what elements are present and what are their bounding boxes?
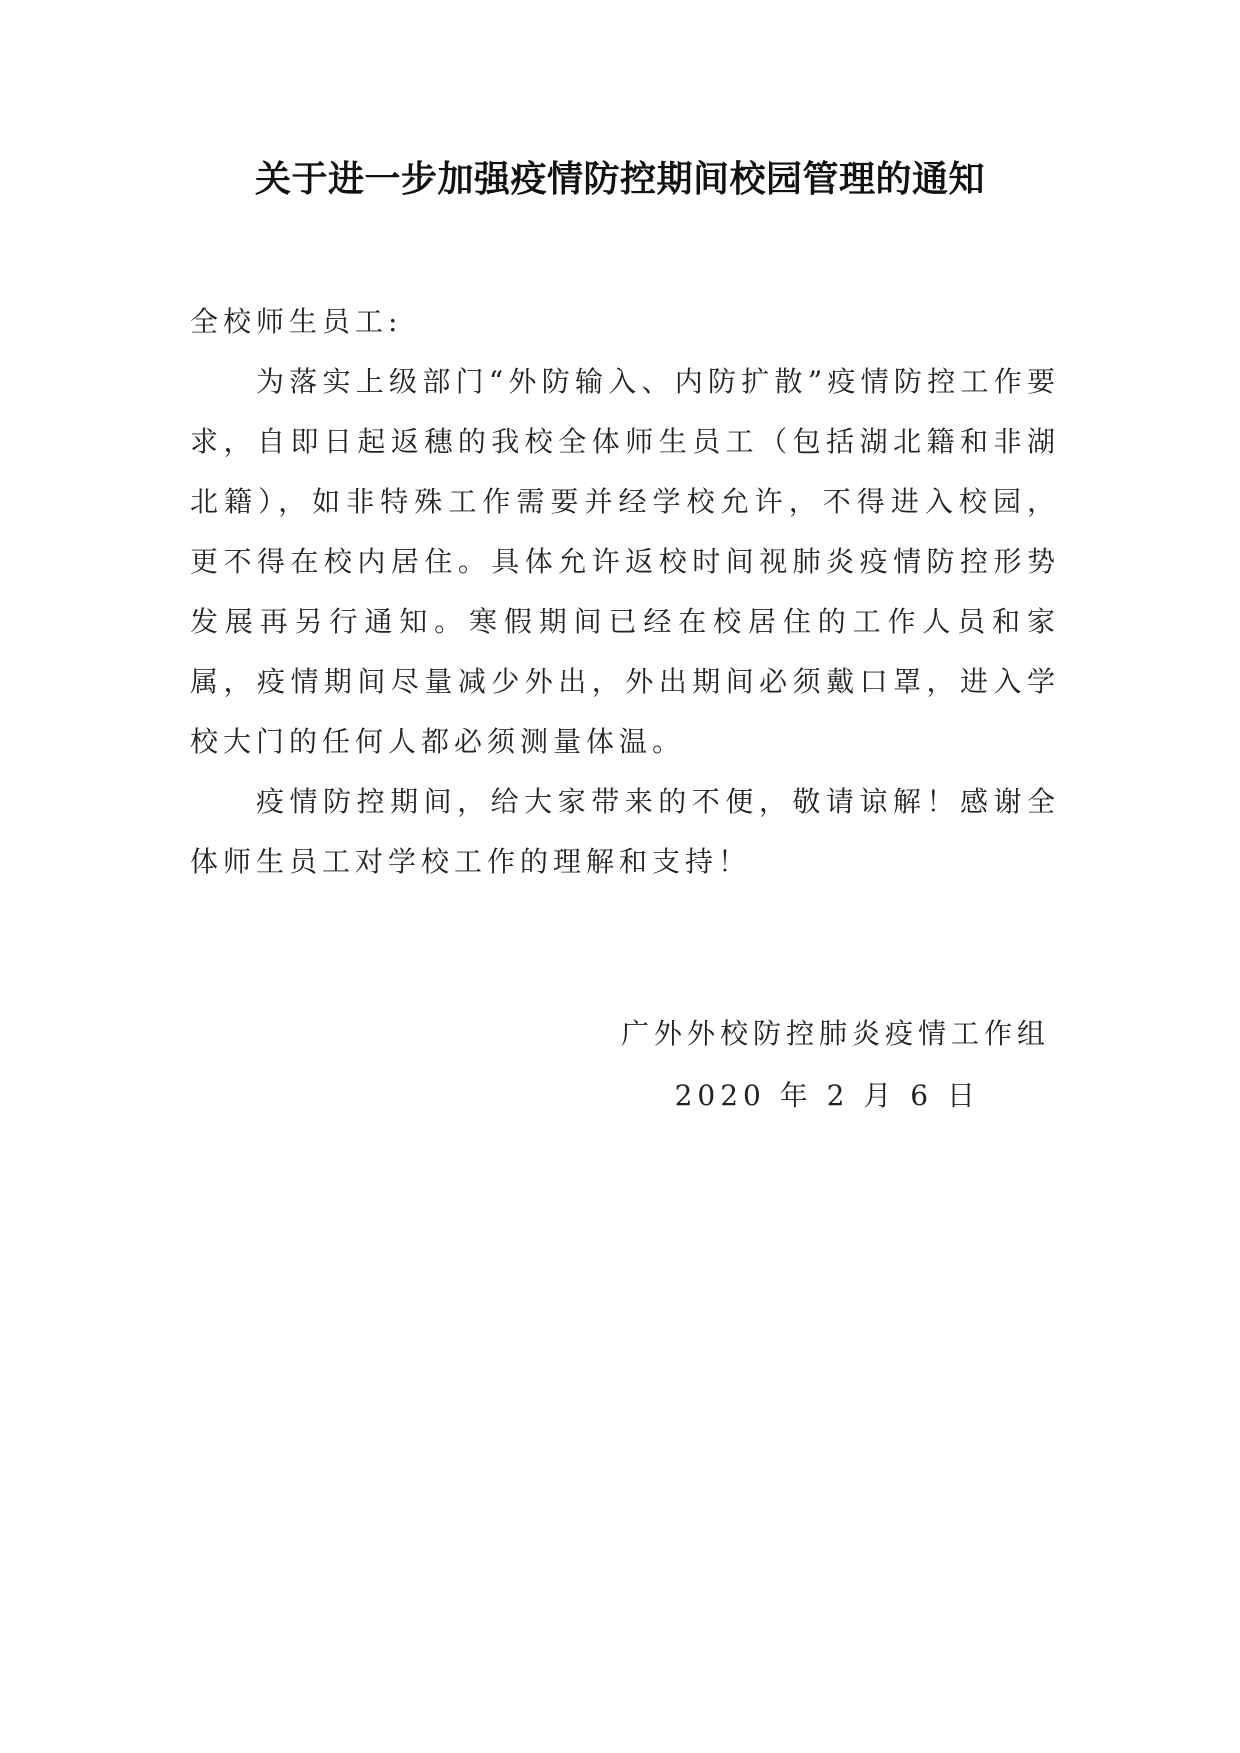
salutation: 全校师生员工: (190, 305, 403, 338)
signature: 广外外校防控肺炎疫情工作组 (620, 1017, 1050, 1050)
paragraph-1: 为落实上级部门“外防输入、内防扩散”疫情防控工作要求，自即日起返穗的我校全体师生员工（包括湖北籍和非湖北籍），如非特殊工作需要并经学校允许，不得进入校园，更不得在校内居住。具体允许返校时间视肺炎疫情防控形势发展再另行通知。寒假期间已经在校居住的工作人员和家属，疫情期间尽量减少外出，外出期间必须戴口罩，进入学校大门的任何人都必须测量体温。 (190, 365, 1060, 758)
paragraph-2: 疫情防控期间，给大家带来的不便，敬请谅解！感谢全体师生员工对学校工作的理解和支持！ (190, 785, 1060, 878)
date: 2020 年 2 月 6 日 (674, 1079, 980, 1112)
notice-body (190, 292, 1060, 892)
notice-title: 关于进一步加强疫情防控期间校园管理的通知 (254, 159, 985, 200)
